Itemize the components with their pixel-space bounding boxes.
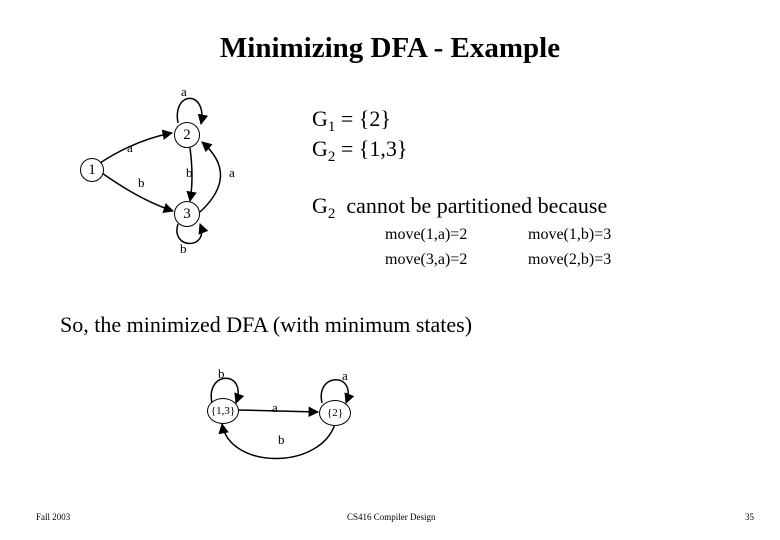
move-2b: move(2,b)=3 xyxy=(528,251,612,268)
conclusion-text: So, the minimized DFA (with minimum states) xyxy=(60,312,473,337)
move-1b: move(1,b)=3 xyxy=(528,226,612,243)
dfa1-label-3-3: b xyxy=(180,241,187,256)
dfa2-edge-13-2 xyxy=(238,410,318,412)
dfa2-label-2-13: b xyxy=(278,432,285,447)
group-g1: $G_1 = \{2\}$ xyxy=(312,106,391,135)
dfa2-label-2-2: a xyxy=(342,368,348,383)
dfa1-edge-2-2 xyxy=(177,98,202,124)
dfa2-state-2: {2} xyxy=(319,400,351,426)
footer-right: 35 xyxy=(745,512,754,522)
dfa1-label-1-3: b xyxy=(138,175,145,190)
dfa1-state-3: 3 xyxy=(174,201,200,227)
dfa1-label-1-2: a xyxy=(127,140,133,155)
footer-center: CS416 Compiler Design xyxy=(347,512,436,522)
move-1a: move(1,a)=2 xyxy=(385,226,468,243)
dfa1-label-2-3: b xyxy=(186,165,193,180)
page-title: Minimizing DFA - Example xyxy=(219,32,561,64)
dfa1-state-1: 1 xyxy=(80,158,104,182)
footer-left: Fall 2003 xyxy=(36,512,71,522)
dfa2-label-13-13: b xyxy=(218,366,225,381)
group-g2: $G_2 = \{1,3\}$ xyxy=(312,136,408,165)
dfa1-edge-1-2 xyxy=(100,133,172,163)
dfa2-label-13-2: a xyxy=(272,400,278,415)
dfa1-state-2: 2 xyxy=(174,122,200,148)
dfa1-label-2-2: a xyxy=(181,84,187,99)
partition-statement: $G_2$ cannot be partitioned because xyxy=(312,193,608,222)
move-3a: move(3,a)=2 xyxy=(385,251,468,268)
dfa2-state-13: {1,3} xyxy=(207,398,239,424)
dfa1-label-3-2: a xyxy=(229,165,235,180)
dfa1-edge-3-2 xyxy=(200,142,221,212)
